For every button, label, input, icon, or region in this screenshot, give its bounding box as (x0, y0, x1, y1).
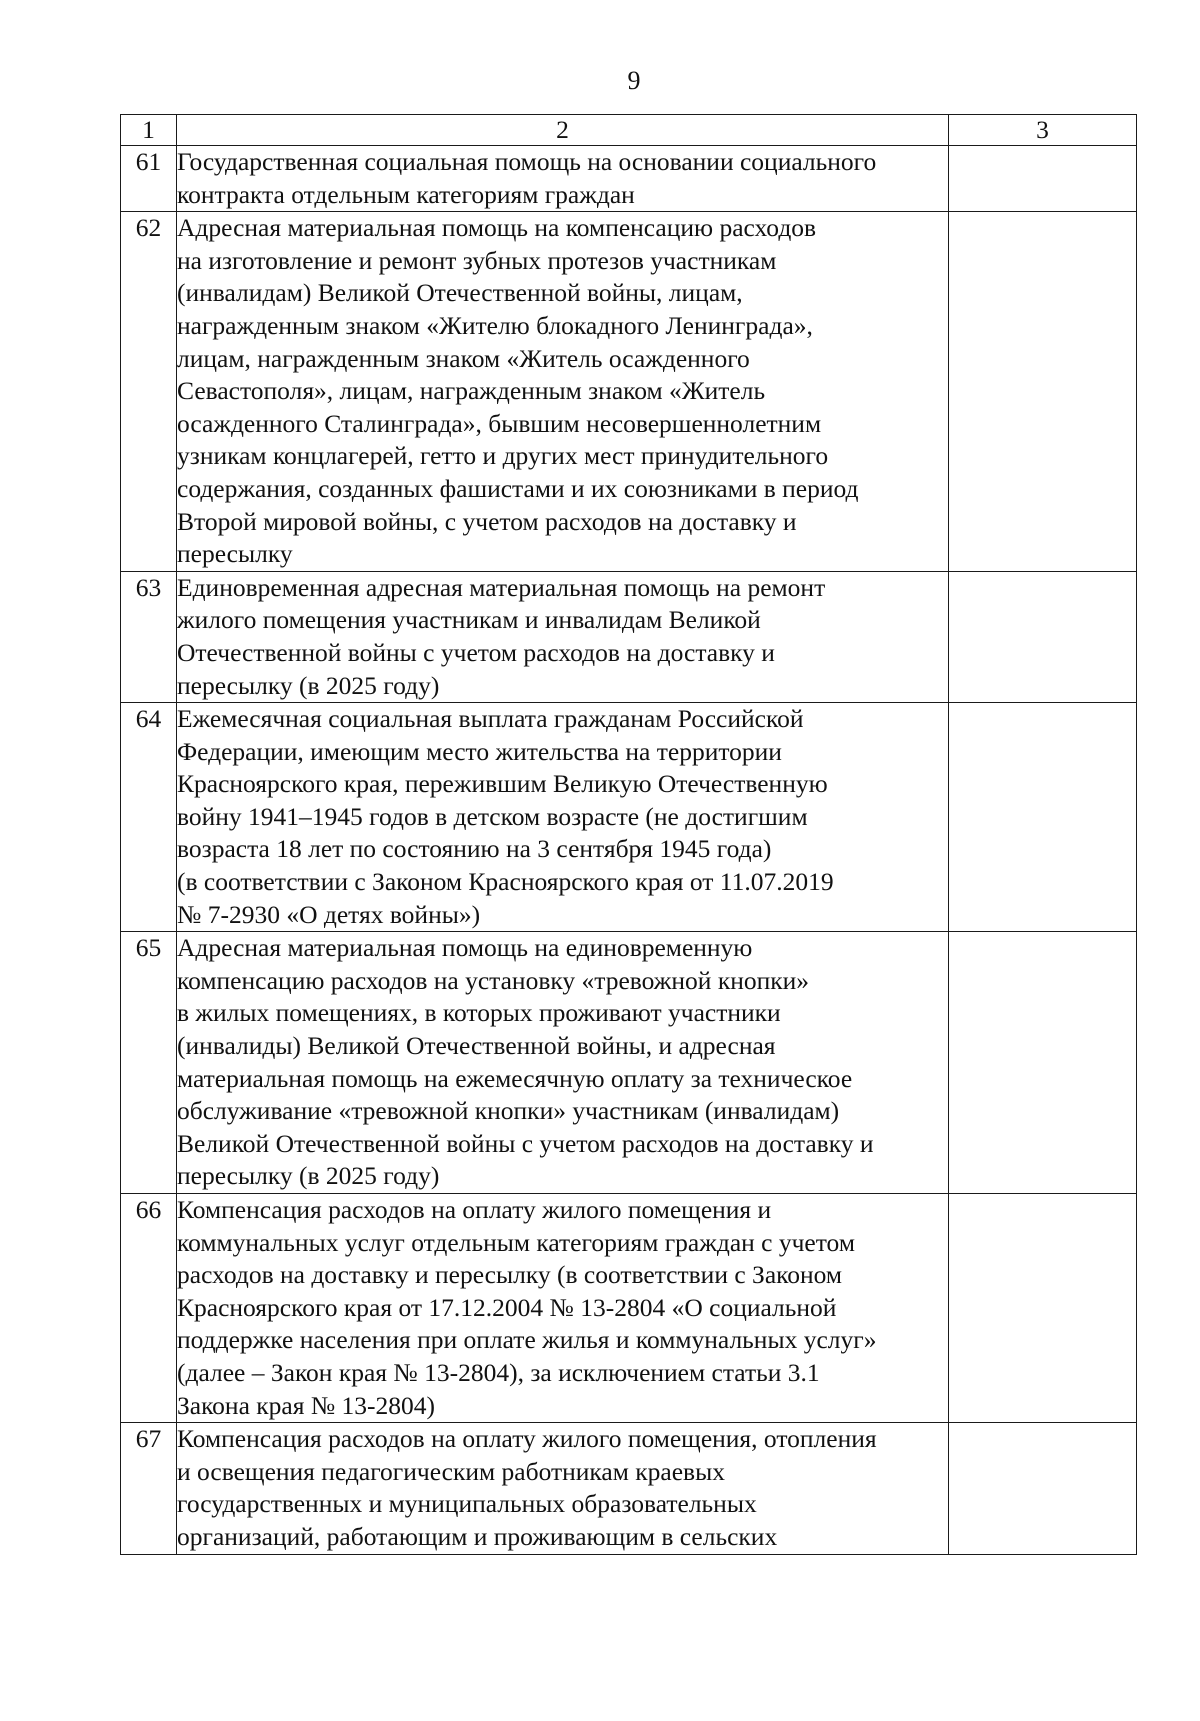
row-description: Адресная материальная помощь на единовременную компенсацию расходов на установку «тревожной кнопки» в жилых помещениях, в которых проживают участники (инвалиды) Великой Отечественной войны, и адресная материальная помощь на ежемесячную оплату за техническое обслуживание «тревожной кнопки» участникам (инвалидам) Великой Отечественной войны с учетом расходов на доставку и пересылку (в 2025 году) (177, 932, 949, 1194)
row-description: Единовременная адресная материальная помощь на ремонт жилого помещения участникам и инвалидам Великой Отечественной войны с учетом расходов на доставку и пересылку (в 2025 году) (177, 571, 949, 702)
table-row (121, 212, 1137, 572)
header-col-2: 2 (177, 115, 949, 146)
row-col-3 (949, 1423, 1137, 1554)
page-number: 9 (627, 66, 641, 95)
row-number: 62 (121, 212, 177, 572)
row-col-3 (949, 146, 1137, 212)
table-row (121, 1194, 1137, 1423)
row-number: 67 (121, 1423, 177, 1554)
header-col-1: 1 (121, 115, 177, 146)
document-table (120, 114, 1137, 1555)
row-description: Ежемесячная социальная выплата гражданам Российской Федерации, имеющим место жительства на территории Красноярского края, пережившим Великую Отечественную войну 1941–1945 годов в детском возрасте (не достигшим возраста 18 лет по состоянию на 3 сентября 1945 года) (в соответствии с Законом Красноярского края от 11.07.2019 № 7-2930 «О детях войны») (177, 703, 949, 932)
row-number: 64 (121, 703, 177, 932)
table-row (121, 146, 1137, 212)
row-description: Государственная социальная помощь на основании социального контракта отдельным категориям граждан (177, 146, 949, 212)
row-col-3 (949, 212, 1137, 572)
row-description: Компенсация расходов на оплату жилого помещения, отопления и освещения педагогическим работникам краевых государственных и муниципальных образовательных организаций, работающим и проживающим в сельских (177, 1423, 949, 1554)
table-row (121, 571, 1137, 702)
row-number: 61 (121, 146, 177, 212)
table-row (121, 1423, 1137, 1554)
row-col-3 (949, 703, 1137, 932)
row-col-3 (949, 571, 1137, 702)
header-col-3: 3 (949, 115, 1137, 146)
table-header-row (121, 115, 1137, 146)
row-number: 66 (121, 1194, 177, 1423)
table-row (121, 932, 1137, 1194)
row-description: Компенсация расходов на оплату жилого помещения и коммунальных услуг отдельным категориям граждан с учетом расходов на доставку и пересылку (в соответствии с Законом Красноярского края от 17.12.2004 № 13-2804 «О социальной поддержке населения при оплате жилья и коммунальных услуг» (далее – Закон края № 13-2804), за исключением статьи 3.1 Закона края № 13-2804) (177, 1194, 949, 1423)
row-col-3 (949, 932, 1137, 1194)
table-row (121, 703, 1137, 932)
row-col-3 (949, 1194, 1137, 1423)
row-number: 63 (121, 571, 177, 702)
row-number: 65 (121, 932, 177, 1194)
row-description: Адресная материальная помощь на компенсацию расходов на изготовление и ремонт зубных протезов участникам (инвалидам) Великой Отечественной войны, лицам, награжденным знаком «Жителю блокадного Ленинграда», лицам, награжденным знаком «Житель осажденного Севастополя», лицам, награжденным знаком «Житель осажденного Сталинграда», бывшим несовершеннолетним узникам концлагерей, гетто и других мест принудительного содержания, созданных фашистами и их союзниками в период Второй мировой войны, с учетом расходов на доставку и пересылку (177, 212, 949, 572)
